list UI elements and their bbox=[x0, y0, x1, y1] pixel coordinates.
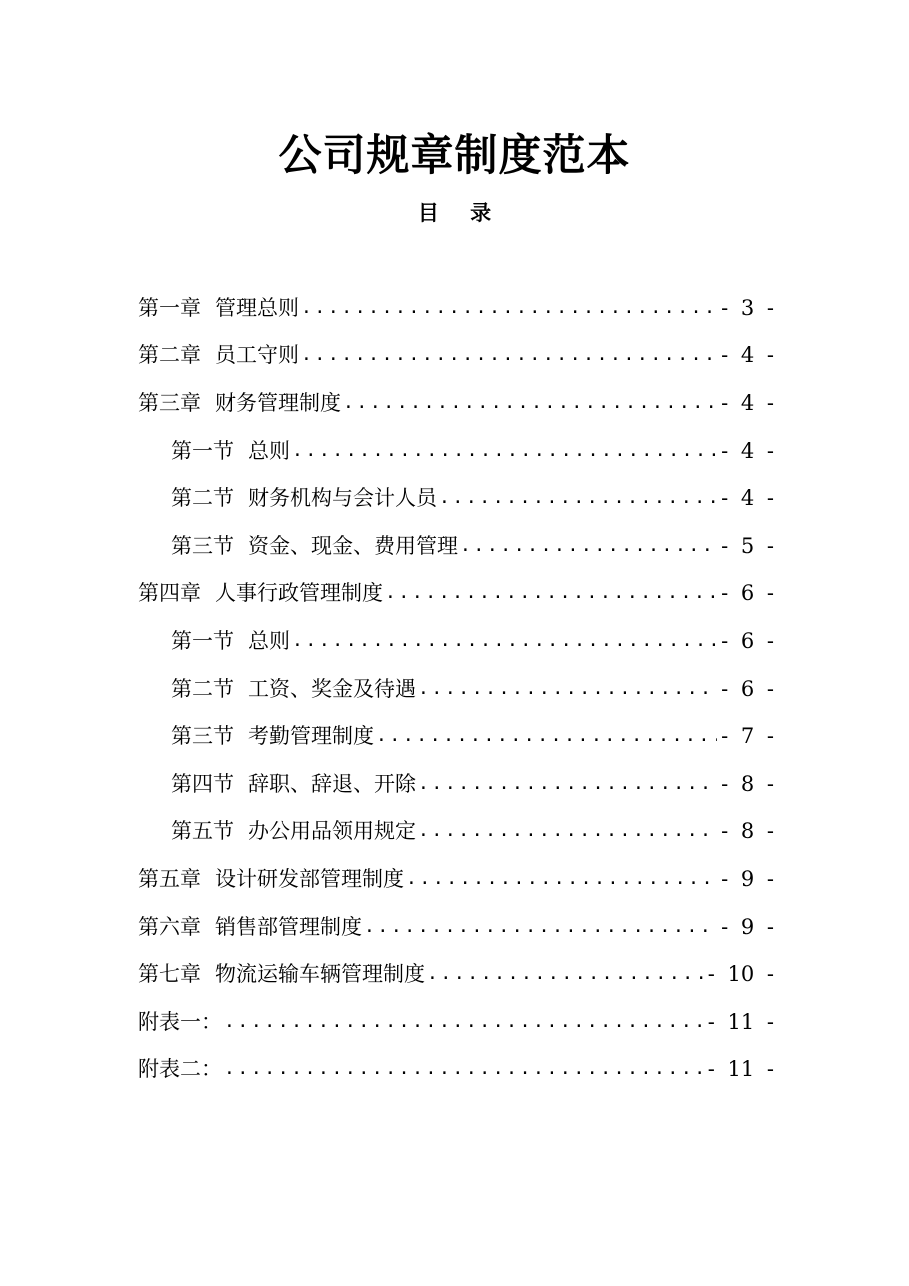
toc-page-number: - 9 - bbox=[721, 866, 774, 891]
toc-entry-title: 附表二： bbox=[138, 1057, 222, 1082]
toc-entry[interactable] bbox=[138, 903, 774, 951]
toc-dot-leader bbox=[427, 959, 704, 989]
toc-page-number: - 4 - bbox=[721, 390, 774, 415]
toc-page-number: - 6 - bbox=[721, 628, 774, 653]
toc-page-number: - 6 - bbox=[721, 581, 774, 606]
toc-entry-section[interactable] bbox=[138, 617, 774, 665]
toc-entry[interactable] bbox=[138, 855, 774, 903]
toc-entry-section[interactable] bbox=[138, 808, 774, 856]
toc-page-number: - 8 - bbox=[721, 819, 774, 844]
toc-entry-number: 第五节 bbox=[171, 819, 234, 844]
toc-page-number: - 10 - bbox=[707, 962, 774, 987]
toc-entry-title: 辞职、辞退、开除 bbox=[248, 771, 416, 796]
toc-entry-title: 办公用品领用规定 bbox=[248, 819, 416, 844]
toc-dot-leader bbox=[224, 1054, 704, 1084]
toc-entry[interactable] bbox=[138, 379, 774, 427]
toc-entry-title: 员工守则 bbox=[215, 343, 299, 368]
toc-entry-number: 第一章 bbox=[138, 295, 201, 320]
toc-entry-title: 管理总则 bbox=[215, 295, 299, 320]
toc-page-number: - 4 - bbox=[721, 438, 774, 463]
toc-entry-section[interactable] bbox=[138, 427, 774, 475]
toc-entry-number: 第六章 bbox=[138, 914, 201, 939]
toc-entry-number: 第三节 bbox=[171, 533, 234, 558]
toc-entry-number: 第二节 bbox=[171, 676, 234, 701]
toc-dot-leader bbox=[376, 721, 717, 751]
toc-entry-title: 销售部管理制度 bbox=[215, 914, 362, 939]
toc-entry-title: 资金、现金、费用管理 bbox=[248, 533, 458, 558]
toc-entry[interactable] bbox=[138, 332, 774, 380]
toc-entry-number: 第一节 bbox=[171, 628, 234, 653]
toc-dot-leader bbox=[292, 626, 717, 656]
toc-entry-section[interactable] bbox=[138, 760, 774, 808]
toc-entry-number: 第四章 bbox=[138, 581, 201, 606]
toc-dot-leader bbox=[343, 388, 717, 418]
toc-page-number: - 11 - bbox=[707, 1009, 774, 1034]
toc-entry-title: 财务管理制度 bbox=[215, 390, 341, 415]
toc-entry-title: 考勤管理制度 bbox=[248, 724, 374, 749]
toc-dot-leader bbox=[385, 578, 717, 608]
toc-dot-leader bbox=[292, 436, 717, 466]
toc-heading: 目 录 bbox=[417, 200, 504, 225]
toc-entry-title: 附表一： bbox=[138, 1009, 222, 1034]
toc-entry-number: 第二节 bbox=[171, 486, 234, 511]
toc-dot-leader bbox=[418, 674, 717, 704]
toc-dot-leader bbox=[439, 483, 717, 513]
toc-entry-title: 总则 bbox=[248, 438, 290, 463]
toc-page-number: - 11 - bbox=[707, 1057, 774, 1082]
toc-entry-title: 财务机构与会计人员 bbox=[248, 486, 437, 511]
toc-entry[interactable] bbox=[138, 570, 774, 618]
toc-entry-title: 工资、奖金及待遇 bbox=[248, 676, 416, 701]
toc-dot-leader bbox=[460, 531, 717, 561]
page-title: 公司规章制度范本 bbox=[278, 131, 631, 181]
toc-entry-title: 总则 bbox=[248, 628, 290, 653]
toc-entry-appendix[interactable] bbox=[138, 1046, 774, 1094]
toc-entry-section[interactable] bbox=[138, 712, 774, 760]
toc-page-number: - 4 - bbox=[721, 486, 774, 511]
toc-entry[interactable] bbox=[138, 950, 774, 998]
toc-entry-section[interactable] bbox=[138, 665, 774, 713]
toc-entry-section[interactable] bbox=[138, 522, 774, 570]
toc-entry-title: 设计研发部管理制度 bbox=[215, 866, 404, 891]
toc-entry-number: 第一节 bbox=[171, 438, 234, 463]
toc-page-number: - 9 - bbox=[721, 914, 774, 939]
toc-dot-leader bbox=[418, 769, 717, 799]
table-of-contents bbox=[138, 284, 774, 1093]
toc-entry-appendix[interactable] bbox=[138, 998, 774, 1046]
toc-entry-number: 第七章 bbox=[138, 962, 201, 987]
toc-dot-leader bbox=[364, 912, 717, 942]
toc-dot-leader bbox=[418, 816, 717, 846]
toc-entry-number: 第三节 bbox=[171, 724, 234, 749]
toc-dot-leader bbox=[301, 293, 717, 323]
toc-entry-number: 第五章 bbox=[138, 866, 201, 891]
toc-page-number: - 3 - bbox=[721, 295, 774, 320]
toc-entry[interactable] bbox=[138, 284, 774, 332]
toc-dot-leader bbox=[224, 1007, 704, 1037]
toc-entry-number: 第三章 bbox=[138, 390, 201, 415]
toc-entry-number: 第二章 bbox=[138, 343, 201, 368]
toc-dot-leader bbox=[406, 864, 717, 894]
toc-page-number: - 5 - bbox=[721, 533, 774, 558]
toc-entry-title: 物流运输车辆管理制度 bbox=[215, 962, 425, 987]
toc-entry-number: 第四节 bbox=[171, 771, 234, 796]
toc-page-number: - 7 - bbox=[721, 724, 774, 749]
toc-entry-title: 人事行政管理制度 bbox=[215, 581, 383, 606]
toc-page-number: - 8 - bbox=[721, 771, 774, 796]
toc-entry-section[interactable] bbox=[138, 474, 774, 522]
toc-page-number: - 4 - bbox=[721, 343, 774, 368]
toc-dot-leader bbox=[301, 340, 717, 370]
toc-page-number: - 6 - bbox=[721, 676, 774, 701]
